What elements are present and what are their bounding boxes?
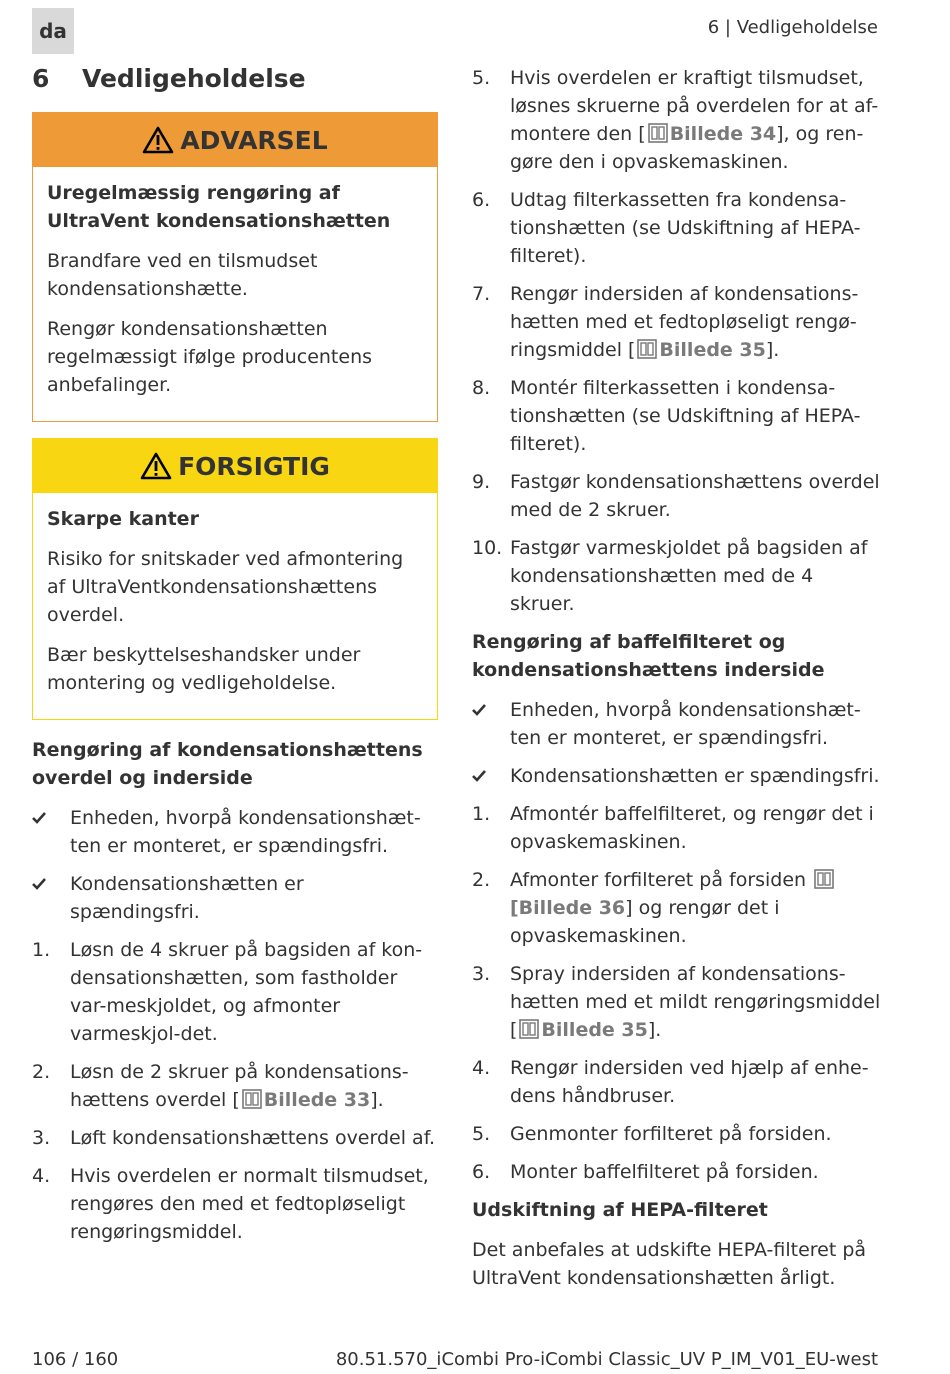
check-text: Kondensationshætten er spændingsfri. (510, 765, 880, 787)
hepa-text: Det anbefales at udskifte HEPA-filteret på UltraVent kondensationshætten årligt. (472, 1239, 867, 1289)
warning-triangle-icon (140, 452, 172, 480)
check-text: Enheden, hvorpå kondensationshæt-ten er monteret, er spændingsfri. (510, 699, 861, 749)
caution-text-2: Bær beskyttelseshandsker under montering og vedligeholdelse. (47, 644, 361, 694)
step-number: 9. (472, 471, 491, 493)
step-number: 1. (472, 803, 491, 825)
image-reference-icon (242, 1089, 262, 1109)
warning-title: Uregelmæssig rengøring af UltraVent kondensationshætten (47, 182, 391, 232)
warning-label: ADVARSEL (180, 125, 328, 155)
left-column (32, 112, 438, 1256)
step-text: Fastgør varmeskjoldet på bagsiden af kondensationshætten med de 4 skruer. (510, 537, 868, 615)
list-item (472, 374, 882, 458)
step-text: Afmontér baffelfilteret, og rengør det i opvaskemaskinen. (510, 803, 874, 853)
warning-box (32, 112, 438, 422)
list-item (32, 1058, 438, 1114)
list-item (472, 1120, 882, 1148)
step-text: Løft kondensationshættens overdel af. (70, 1127, 436, 1149)
step-text: Rengør indersiden af kondensations-hætten med et fedtopløseligt rengø-ringsmiddel [ (510, 283, 859, 361)
language-tab: da (32, 8, 74, 54)
list-item (472, 534, 882, 618)
step-number: 2. (472, 869, 491, 891)
baffle-prerequisite-list (472, 696, 882, 790)
step-list (32, 936, 438, 1246)
step-text: Udtag filterkassetten fra kondensa-tionshætten (se Udskiftning af HEPA-filteret). (510, 189, 861, 267)
list-item (472, 960, 882, 1044)
checkmark-icon (472, 703, 486, 716)
list-item (32, 804, 438, 860)
step-text: Fastgør kondensationshættens overdel med de 2 skruer. (510, 471, 880, 521)
list-item (472, 800, 882, 856)
step-text: Montér filterkassetten i kondensa-tionshætten (se Udskiftning af HEPA-filteret). (510, 377, 861, 455)
step-number: 3. (32, 1127, 51, 1149)
warning-text-2: Rengør kondensationshætten regelmæssigt ifølge producentens anbefalinger. (47, 318, 373, 396)
checkmark-icon (472, 769, 486, 782)
warning-triangle-icon (142, 126, 174, 154)
list-item (472, 762, 882, 790)
step-number: 4. (32, 1165, 51, 1187)
figure-reference-link[interactable]: Billede 35 (541, 1019, 648, 1041)
list-item (472, 1054, 882, 1110)
section-heading (32, 64, 306, 93)
list-item (32, 870, 438, 926)
step-number: 10. (472, 537, 503, 559)
caution-box-body (33, 493, 437, 719)
step-text: Afmonter forfilteret på forsiden (510, 869, 813, 891)
caution-title: Skarpe kanter (47, 508, 199, 530)
step-text: Hvis overdelen er kraftigt tilsmudset, løsnes skruerne på overdelen for at af-montere den [ (510, 67, 879, 145)
step-text: Rengør indersiden ved hjælp af enhe-dens håndbruser. (510, 1057, 869, 1107)
caution-text-1: Risiko for snitskader ved afmontering af UltraVentkondensationshættens overdel. (47, 548, 404, 626)
cleaning-heading: Rengøring af kondensationshættens overdel og inderside (32, 739, 423, 789)
baffle-step-list (472, 800, 882, 1186)
step-number: 2. (32, 1061, 51, 1083)
step-text-end: ]. (647, 1019, 662, 1041)
running-head: 6 | Vedligeholdelse (707, 17, 878, 38)
list-item (472, 866, 882, 950)
list-item (472, 280, 882, 364)
right-column (472, 64, 882, 1302)
step-text-end: ]. (765, 339, 780, 361)
list-item (472, 64, 882, 176)
step-number: 3. (472, 963, 491, 985)
step-number: 6. (472, 1161, 491, 1183)
step-text: Hvis overdelen er normalt tilsmudset, rengøres den med et fedtopløseligt rengøringsmiddel. (70, 1165, 429, 1243)
step-number: 4. (472, 1057, 491, 1079)
step-text-end: ], og ren-gøre den i opvaskemaskinen. (510, 123, 864, 173)
list-item (472, 696, 882, 752)
list-item (32, 1124, 438, 1152)
list-item (472, 186, 882, 270)
document-id: 80.51.570_iCombi Pro-iCombi Classic_UV P_IM_V01_EU-west (335, 1349, 878, 1370)
step-text-end: ]. (370, 1089, 384, 1111)
image-reference-icon (637, 339, 657, 359)
baffle-heading: Rengøring af baffelfilteret og kondensationshættens inderside (472, 631, 825, 681)
figure-reference-link[interactable]: Billede 33 (263, 1089, 371, 1111)
list-item (32, 936, 438, 1048)
warning-text-1: Brandfare ved en tilsmudset kondensationshætte. (47, 250, 318, 300)
list-item (32, 1162, 438, 1246)
figure-reference-link[interactable]: Billede 35 (659, 339, 766, 361)
step-text: Monter baffelfilteret på forsiden. (510, 1161, 819, 1183)
step-number: 5. (472, 67, 491, 89)
image-reference-icon (519, 1019, 539, 1039)
image-reference-icon (648, 123, 668, 143)
step-text-end: ] og rengør det i opvaskemaskinen. (510, 897, 780, 947)
list-item (472, 1158, 882, 1186)
prerequisite-list (32, 804, 438, 926)
warning-box-body (33, 167, 437, 421)
caution-box (32, 438, 438, 720)
step-number: 6. (472, 189, 491, 211)
figure-reference-link[interactable]: Billede 34 (669, 123, 777, 145)
figure-reference-link[interactable]: [Billede 36 (510, 897, 626, 919)
page-number: 106 / 160 (32, 1349, 119, 1370)
list-item (472, 468, 882, 524)
step-list-continued (472, 64, 882, 618)
hepa-heading: Udskiftning af HEPA-filteret (472, 1199, 768, 1221)
step-text: Løsn de 2 skruer på kondensations-hættens overdel [ (70, 1061, 409, 1111)
step-number: 8. (472, 377, 491, 399)
check-text: Kondensationshætten er spændingsfri. (70, 873, 304, 923)
step-text: Genmonter forfilteret på forsiden. (510, 1123, 832, 1145)
step-text: Spray indersiden af kondensations-hætten med et mildt rengøringsmiddel [ (510, 963, 881, 1041)
step-number: 7. (472, 283, 491, 305)
caution-box-header (33, 439, 437, 493)
checkmark-icon (32, 877, 46, 890)
step-number: 1. (32, 939, 51, 961)
warning-box-header (33, 113, 437, 167)
checkmark-icon (32, 811, 46, 824)
caution-label: FORSIGTIG (178, 451, 330, 481)
image-reference-icon (814, 869, 834, 889)
check-text: Enheden, hvorpå kondensationshæt-ten er monteret, er spændingsfri. (70, 807, 421, 857)
section-number: 6 (32, 64, 50, 93)
step-number: 5. (472, 1123, 491, 1145)
step-text: Løsn de 4 skruer på bagsiden af kon-densationshætten, som fastholder var-meskjoldet, og afmonter varmeskjol-det. (70, 939, 423, 1045)
section-title: Vedligeholdelse (82, 64, 306, 93)
